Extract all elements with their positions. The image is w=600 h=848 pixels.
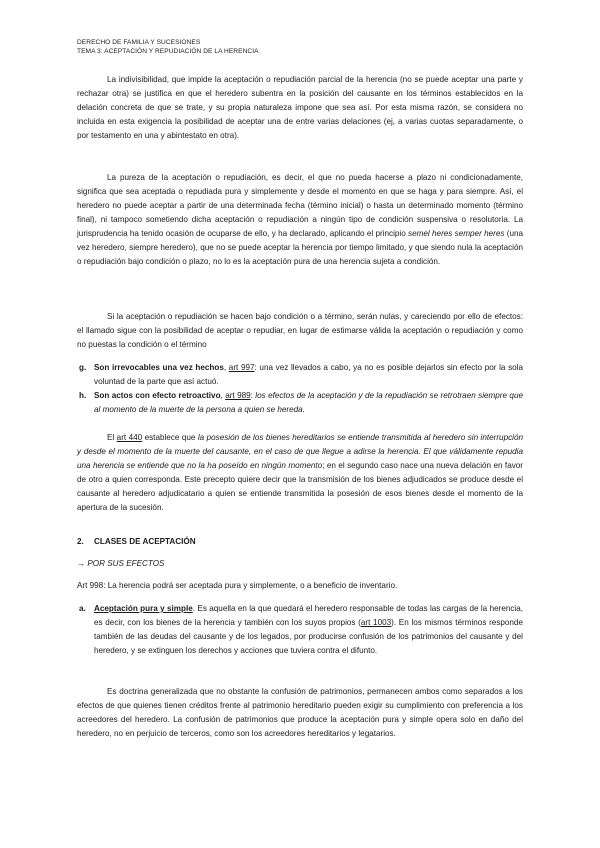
article-link-997[interactable]: art 997 <box>228 363 255 372</box>
article-link-989[interactable]: art 989 <box>225 391 251 400</box>
paragraph-indivisibility: La indivisibilidad, que impide la aceptación o repudiación parcial de la herencia (no se puede aceptar una parte y rechazar otra) se justifica en que el heredero subentra en la posición del causante en los términos establecidos en la delación concreta de que se trate, y su propia naturaleza impone que sea así. Por esta misma razón, se considera no incluida en esta exigencia la posibilidad de aceptar una de entre varias delaciones (ej, a varias cuotas separadamente, o por testamento en una y abintestato en otra). <box>77 75 523 140</box>
subheading-effects: → POR SUS EFECTOS <box>77 559 165 568</box>
list-marker: a. <box>79 604 86 613</box>
header-topic: TEMA 3: ACEPTACIÓN Y REPUDIACIÓN DE LA HERENCIA <box>77 48 259 55</box>
list-marker: h. <box>79 391 87 400</box>
paragraph-art-440: El art 440 establece que la posesión de los bienes hereditarios se entiende transmitida al heredero sin interrupción y desde el momento de la muerte del causante, en el caso de que llegue a adirse la herencia. El que válidamente repudia una herencia se entiende que no la ha poseído en ningún momento; en el segundo caso nace una nueva delación en favor de otro a quien corresponda. Este precepto quiere decir que la transmisión de los bienes adjudicados se produce desde el causante al heredero adjudicatario a quien se entiende transmitida la posesión de esos bienes desde el momento de la apertura de la sucesión. <box>77 433 523 512</box>
header-course: DERECHO DE FAMILIA Y SUCESIONES <box>77 39 201 46</box>
paragraph-art-998: Art 998: La herencia podrá ser aceptada pura y simplemente, o a beneficio de inventario. <box>77 581 398 590</box>
paragraph-purity: La pureza de la aceptación o repudiación, es decir, el que no pueda hacerse a plazo ni condicionadamente, significa que sea aceptada o repudiada pura y simplemente y desde el momento en que se haga y para siempre. Así, el heredero no puede aceptar a partir de una determinada fecha (término inicial) o hasta un determinado momento (término final), ni tampoco sometiendo dicha aceptación o repudiación a ningún tipo de condición suspensiva o resolutoria. La jurisprudencia ha tenido ocasión de ocuparse de ello, y ha declarado, aplicando el principio semel heres semper heres (una vez heredero, siempre heredero), que no se puede aceptar la herencia por tiempo limitado, y que siendo nula la aceptación o repudiación bajo condición o plazo, no lo es la aceptación pura de una herencia sujeta a condición. <box>77 173 524 266</box>
list-marker: g. <box>79 363 87 372</box>
section-heading: 2. CLASES DE ACEPTACIÓN <box>77 537 196 546</box>
list-item-retroactive: h. Son actos con efecto retroactivo, art 989: los efectos de la aceptación y de la repudiación se retrotraen siempre que al momento de la muerte de la persona a quien se hereda. <box>79 391 523 414</box>
list-item-irrevocable: g. Son irrevocables una vez hechos, art 997: una vez llevados a cabo, ya no es posible dejarlos sin efecto por la sola voluntad de la parte que así actuó. <box>79 363 523 386</box>
list-item-pure-acceptance: a. Aceptación pura y simple. Es aquella en la que quedará el heredero responsable de todas las cargas de la herencia, es decir, con los bienes de la herencia y también con los suyos propios (art 1003). En los mismos términos responde también de las deudas del causante y de los legados, por producirse confusión de los patrimonios del causante y del heredero, y se extinguen los derechos y acciones que tuviera contra el difunto. <box>79 604 523 655</box>
paragraph-condition: Si la aceptación o repudiación se hacen bajo condición o a término, serán nulas, y careciendo por ello de efectos: el llamado sigue con la posibilidad de aceptar o repudiar, en lugar de estimarse válida la aceptación o repudiación y como no puestas la condición o el término <box>77 312 523 349</box>
article-link-440[interactable]: art 440 <box>116 433 143 442</box>
article-link-1003[interactable]: art 1003 <box>360 618 392 627</box>
paragraph-doctrine: Es doctrina generalizada que no obstante la confusión de patrimonios, permanecen ambos como separados a los efectos de que quienes tienen créditos frente al patrimonio hereditario pueden exigir su cumplimiento con preferencia a los acreedores del heredero. La confusión de patrimonios que produce la aceptación pura y simple opera solo en daño del heredero, no en perjuicio de terceros, como son los acreedores hereditarios y legatarios. <box>77 687 523 738</box>
